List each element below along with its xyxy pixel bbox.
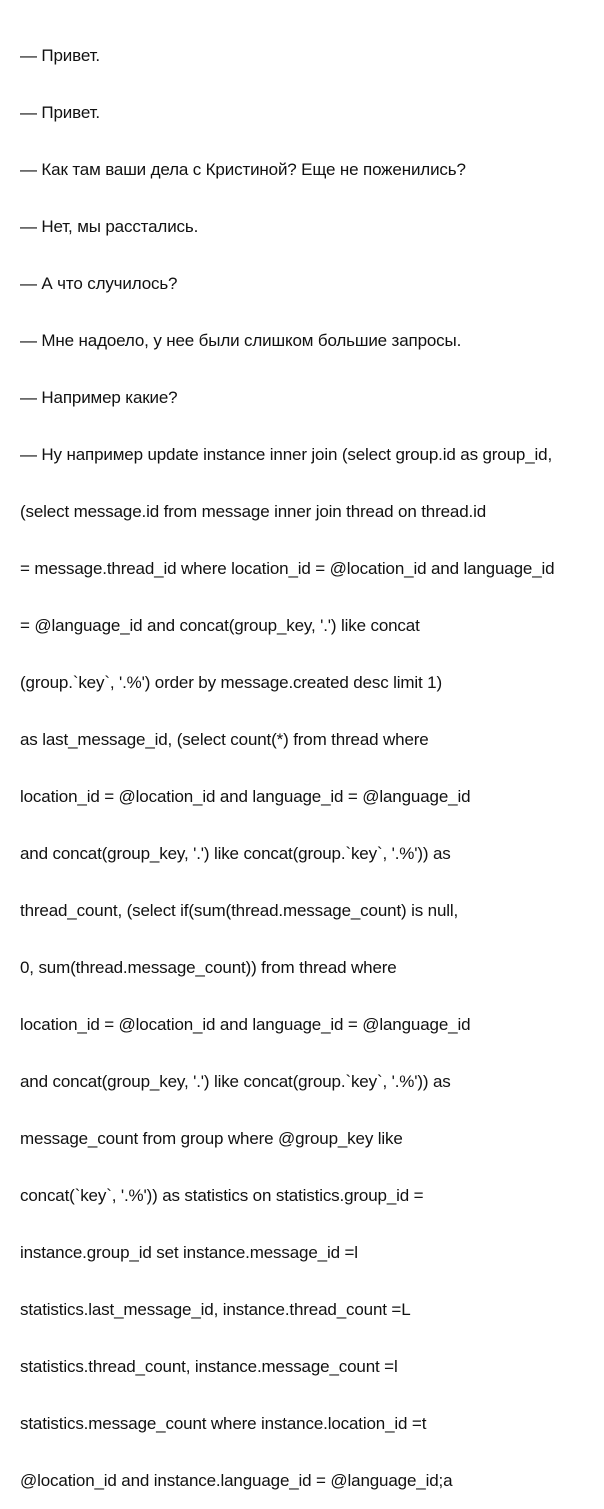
line-23: statistics.last_message_id, instance.thread_count =L xyxy=(20,1300,411,1319)
line-3: — Как там ваши дела с Кристиной? Еще не поженились? xyxy=(20,160,466,179)
line-4: — Нет, мы расстались. xyxy=(20,217,199,236)
line-15: and concat(group_key, '.') like concat(group.`key`, '.%')) as xyxy=(20,844,451,863)
line-21: concat(`key`, '.%')) as statistics on statistics.group_id = xyxy=(20,1186,424,1205)
line-7: — Например какие? xyxy=(20,388,178,407)
dialogue-text xyxy=(20,8,604,1509)
line-18: location_id = @location_id and language_id = @language_id xyxy=(20,1015,471,1034)
line-1: — Привет. xyxy=(20,46,100,65)
line-24: statistics.thread_count, instance.message_count =l xyxy=(20,1357,398,1376)
line-20: message_count from group where @group_key like xyxy=(20,1129,403,1148)
line-25: statistics.message_count where instance.location_id =t xyxy=(20,1414,427,1433)
line-12: (group.`key`, '.%') order by message.created desc limit 1) xyxy=(20,673,443,692)
line-14: location_id = @location_id and language_id = @language_id xyxy=(20,787,471,806)
line-9: (select message.id from message inner join thread on thread.id xyxy=(20,502,487,521)
line-6: — Мне надоело, у нее были слишком большие запросы. xyxy=(20,331,462,350)
line-8: — Ну например update instance inner join (select group.id as group_id, xyxy=(20,445,553,464)
line-16: thread_count, (select if(sum(thread.message_count) is null, xyxy=(20,901,459,920)
line-10: = message.thread_id where location_id = @location_id and language_id xyxy=(20,559,555,578)
line-26: @location_id and instance.language_id = @language_id;a xyxy=(20,1471,453,1490)
line-13: as last_message_id, (select count(*) from thread where xyxy=(20,730,429,749)
line-19: and concat(group_key, '.') like concat(group.`key`, '.%')) as xyxy=(20,1072,451,1091)
line-5: — А что случилось? xyxy=(20,274,178,293)
line-11: = @language_id and concat(group_key, '.') like concat xyxy=(20,616,420,635)
line-2: — Привет. xyxy=(20,103,100,122)
line-22: instance.group_id set instance.message_id =l xyxy=(20,1243,358,1262)
line-17: 0, sum(thread.message_count)) from thread where xyxy=(20,958,397,977)
